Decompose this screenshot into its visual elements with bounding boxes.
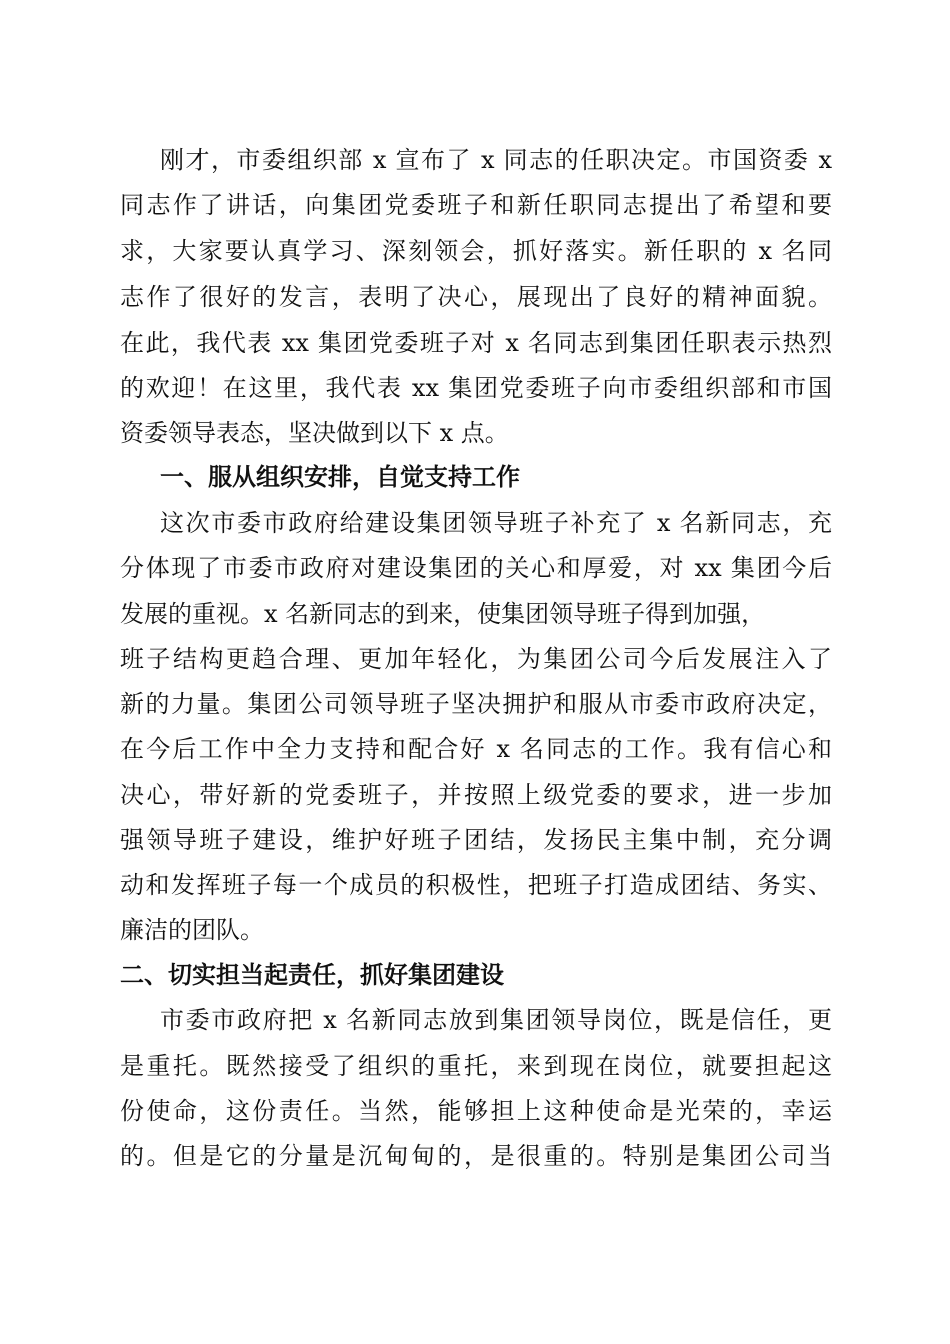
section-heading-2: 二、切实担当起责任，抓好集团建设: [120, 961, 504, 989]
paragraph-1-line-4: 志作了很好的发言，表明了决心，展现出了良好的精神面貌。: [120, 283, 832, 311]
paragraph-3-line-4: 的。但是它的分量是沉甸甸的，是很重的。特别是集团公司当: [120, 1142, 832, 1170]
paragraph-2-line-4: 班子结构更趋合理、更加年轻化，为集团公司今后发展注入了: [120, 645, 832, 673]
paragraph-2-line-8: 强领导班子建设，维护好班子团结，发扬民主集中制，充分调: [120, 826, 832, 854]
paragraph-2-line-9: 动和发挥班子每一个成员的积极性，把班子打造成团结、务实、: [120, 871, 832, 899]
paragraph-3-line-1: 市委市政府把 x 名新同志放到集团领导岗位，既是信任，更: [160, 1006, 832, 1034]
paragraph-1-line-3: 求，大家要认真学习、深刻领会，抓好落实。新任职的 x 名同: [120, 237, 832, 265]
paragraph-2-line-1: 这次市委市政府给建设集团领导班子补充了 x 名新同志，充: [160, 509, 832, 537]
section-heading-1: 一、服从组织安排，自觉支持工作: [160, 463, 520, 491]
paragraph-1-line-5: 在此，我代表 xx 集团党委班子对 x 名同志到集团任职表示热烈: [120, 329, 832, 357]
paragraph-1-line-2: 同志作了讲话，向集团党委班子和新任职同志提出了希望和要: [120, 191, 832, 219]
paragraph-2-line-6: 在今后工作中全力支持和配合好 x 名同志的工作。我有信心和: [120, 735, 832, 763]
paragraph-1-line-1: 刚才，市委组织部 x 宣布了 x 同志的任职决定。市国资委 x: [160, 146, 832, 174]
paragraph-3-line-2: 是重托。既然接受了组织的重托，来到现在岗位，就要担起这: [120, 1052, 832, 1080]
paragraph-1-line-6: 的欢迎！在这里，我代表 xx 集团党委班子向市委组织部和市国: [120, 374, 832, 402]
paragraph-2-line-10: 廉洁的团队。: [120, 916, 264, 944]
paragraph-2-line-3: 发展的重视。x 名新同志的到来，使集团领导班子得到加强，: [120, 600, 766, 628]
paragraph-3-line-3: 份使命，这份责任。当然，能够担上这种使命是光荣的，幸运: [120, 1097, 832, 1125]
paragraph-2-line-5: 新的力量。集团公司领导班子坚决拥护和服从市委市政府决定，: [120, 690, 832, 718]
paragraph-1-line-7: 资委领导表态，坚决做到以下 x 点。: [120, 419, 509, 447]
paragraph-2-line-2: 分体现了市委市政府对建设集团的关心和厚爱，对 xx 集团今后: [120, 554, 832, 582]
paragraph-2-line-7: 决心，带好新的党委班子，并按照上级党委的要求，进一步加: [120, 781, 832, 809]
